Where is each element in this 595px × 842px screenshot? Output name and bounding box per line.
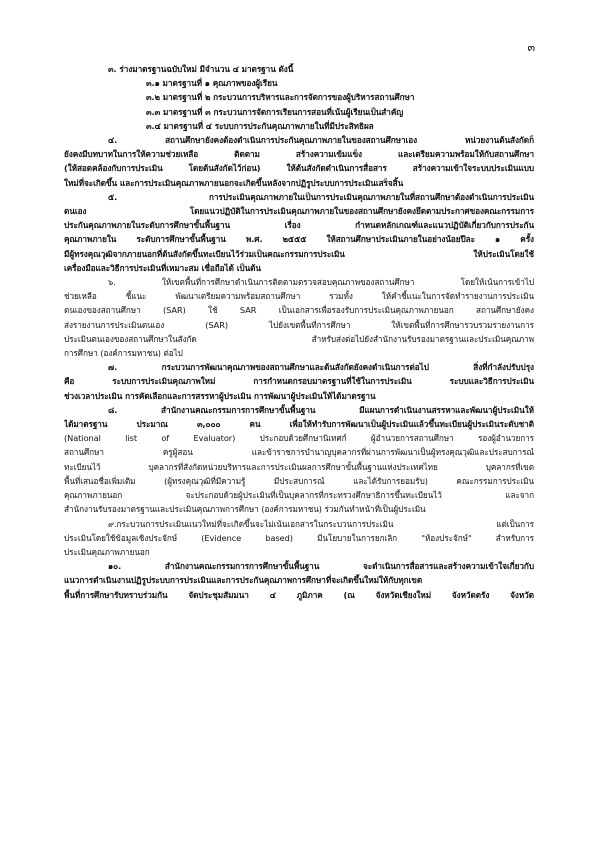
text-line: (National list of Evaluator) ประกอบด้วยศึกษานิเทศก์ ผู้อำนวยการสถานศึกษา รองผู้อำนวยการ <box>64 433 534 444</box>
text-line: พื้นที่เสนอชื่อเพิ่มเติม (ผู้ทรงคุณวุฒิที่มีความรู้ มีประสบการณ์ และได้รับการยอมรับ) คณะกรรมการประเมิน <box>64 475 534 486</box>
text-line: คุณภาพภายนอก จะประกอบด้วยผู้ประเมินที่เป็นบุคลากรที่กระทรวงศึกษาธิการขึ้นทะเบียนไว้ และจาก <box>64 490 534 501</box>
text-line: สำนักงานรับรองมาตรฐานและประเมินคุณภาพการศึกษา (องค์การมหาชน) ร่วมกันทำหน้าที่เป็นผู้ประเมิน <box>64 504 426 515</box>
text-line: ๓.๔ มาตรฐานที่ ๔ ระบบการประกันคุณภาพภายในที่มีประสิทธิผล <box>146 120 374 131</box>
text-line: ๙.กระบวนการประเมินแนวใหม่ที่จะเกิดขึ้นจะไม่เน้นเอกสารในกระบวนการประเมิน แต่เป็นการ <box>108 518 534 529</box>
text-line: แนวการดำเนินงานปฏิรูประบบการประเมินและการประกันคุณภาพการศึกษาที่จะเกิดขึ้นใหม่ให้กับทุกเขต <box>64 575 423 586</box>
text-line: ช่วงเวลาประเมิน การคัดเลือกและการสรรหาผู้ประเมิน การพัฒนาผู้ประเมินให้ได้มาตรฐาน <box>64 390 376 401</box>
text-line: ส่งรายงานการประเมินตนเอง (SAR) ไปยังเขตพื้นที่การศึกษา ให้เขตพื้นที่การศึกษารวบรวมรายงานการ <box>64 319 534 330</box>
text-line: การศึกษา (องค์การมหาชน) ต่อไป <box>64 348 183 359</box>
text-line: คือ ระบบการประเมินคุณภาพใหม่ การกำหนดกรอบมาตรฐานที่ใช้ในการประเมิน ระบบและวิธีการประเมิน <box>64 376 534 387</box>
text-line: ใหม่ที่จะเกิดขึ้น และการประเมินคุณภาพภายนอกจะเกิดขึ้นหลังจากปฏิรูประบบการประเมินเสร็จสิ้น <box>64 177 404 188</box>
document-body <box>64 62 534 602</box>
text-line: (ให้สอดคล้องกับการประเมิน โดยต้นสังกัดไว้ก่อน) ให้ต้นสังกัดดำเนินการสื่อสาร สร้างความเข้าใจระบบประเมินแบบ <box>64 163 534 174</box>
text-line: เครื่องมือและวิธีการประเมินที่เหมาะสม เชื่อถือได้ เป็นต้น <box>64 262 261 273</box>
text-line: ประเมินคุณภาพภายนอก <box>64 546 150 557</box>
text-line: ตนเอง โดยแนวปฏิบัติในการประเมินคุณภาพภายในของสถานศึกษายังคงยึดตามประกาศของคณะกรรมการ <box>64 206 534 217</box>
text-line: ประเมินโดยใช้ข้อมูลเชิงประจักษ์ (Evidence based) มีนโยบายในการยกเลิก "ห้องประจักษ์" สำหรับการ <box>64 532 534 543</box>
text-line: ช่วยเหลือ ชี้แนะ พัฒนาเตรียมความพร้อมสถานศึกษา รวมทั้ง ให้คำชี้แนะในการจัดทำรายงานการประเมิน <box>64 291 534 302</box>
text-line: ๗. กระบวนการพัฒนาคุณภาพของสถานศึกษาและต้นสังกัดยังคงดำเนินการต่อไป สิ่งที่กำลังปรับปรุง <box>108 362 534 373</box>
text-line: ประเมินตนเองของสถานศึกษาในสังกัด สำหรับส่งต่อไปยังสำนักงานรับรองมาตรฐานและประเมินคุณภาพ <box>64 333 534 344</box>
text-line: ประกันคุณภาพภายในระดับการศึกษาขั้นพื้นฐาน เรื่อง กำหนดหลักเกณฑ์และแนวปฏิบัติเกี่ยวกับการประกัน <box>64 220 534 231</box>
text-line: ตนเองของสถานศึกษา (SAR) ใช้ SAR เป็นเอกสารเพื่อรองรับการประเมินคุณภาพภายนอก สถานศึกษายังคง <box>64 305 534 316</box>
text-line: พื้นที่การศึกษารับทราบร่วมกัน จัดประชุมสัมมนา ๔ ภูมิภาค (ณ จังหวัดเชียงใหม่ จังหวัดตรัง จังหวัด <box>64 589 534 600</box>
text-line: ได้มาตรฐาน ประมาณ ๓,๐๐๐ คน เพื่อให้ทำรับการพัฒนาเป็นผู้ประเมินแล้วขึ้นทะเบียนผู้ประเมินระดับชาติ <box>64 419 534 430</box>
text-line: ๘. สำนักงานคณะกรรมการการศึกษาขั้นพื้นฐาน มีแผนการดำเนินงานสรรหาและพัฒนาผู้ประเมินให้ <box>108 404 534 415</box>
text-line: ๓. ร่างมาตรฐานฉบับใหม่ มีจำนวน ๔ มาตรฐาน ดังนี้ <box>108 64 294 74</box>
text-line: คุณภาพภายใน ระดับการศึกษาขั้นพื้นฐาน พ.ศ. ๒๕๕๕ ให้สถานศึกษาประเมินภายในอย่างน้อยปีละ ๑ ครั้ง <box>64 234 534 245</box>
text-line: ๑๐. สำนักงานคณะกรรมการการศึกษาขั้นพื้นฐาน จะดำเนินการสื่อสารและสร้างความเข้าใจเกี่ยวกับ <box>108 561 534 572</box>
text-line: มีผู้ทรงคุณวุฒิจากภายนอกที่ต้นสังกัดขึ้นทะเบียนไว้ร่วมเป็นคณะกรรมการประเมิน ให้ประเมินโดยใช้ <box>64 248 534 259</box>
text-line: ๓.๓ มาตรฐานที่ ๓ กระบวนการจัดการเรียนการสอนที่เน้นผู้เรียนเป็นสำคัญ <box>146 106 404 117</box>
text-line: ๔. สถานศึกษายังคงต้องดำเนินการประกันคุณภาพภายในของสถานศึกษาเอง หน่วยงานต้นสังกัดก็ <box>108 135 534 146</box>
page-number: ๓ <box>527 41 535 54</box>
text-line: ๓.๑ มาตรฐานที่ ๑ คุณภาพของผู้เรียน <box>146 78 278 89</box>
text-line: ยังคงมีบทบาทในการให้ความช่วยเหลือ ติดตาม สร้างความเข้มแข็ง และเตรียมความพร้อมให้กับสถานศึกษา <box>64 149 534 160</box>
text-line: ๖. ให้เขตพื้นที่การศึกษาดำเนินการติดตามตรวจสอบคุณภาพของสถานศึกษา โดยให้เน้นการเข้าไป <box>108 277 534 288</box>
text-line: ทะเบียนไว้ บุคลากรที่สังกัดหน่วยบริหารและการประเมินผลการศึกษาขั้นพื้นฐานแห่งประเทศไทย บุคลากรที่เขต <box>64 461 534 472</box>
text-line: สถานศึกษา ครูผู้สอน และข้าราชการบำนาญบุคลากรที่ผ่านการพัฒนาเป็นผู้ทรงคุณวุฒิและประสบการณ์ <box>64 447 534 458</box>
text-line: ๕. การประเมินคุณภาพภายในเป็นการประเมินคุณภาพภายในที่สถานศึกษาต้องดำเนินการประเมิน <box>108 191 534 202</box>
text-line: ๓.๒ มาตรฐานที่ ๒ กระบวนการบริหารและการจัดการของผู้บริหารสถานศึกษา <box>146 92 415 103</box>
